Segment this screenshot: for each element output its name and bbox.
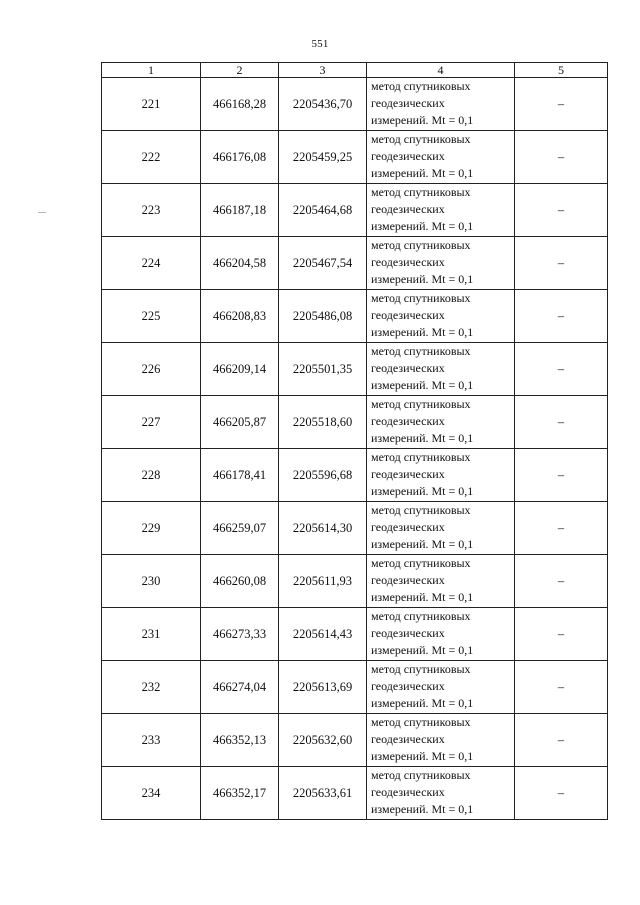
table-row (102, 131, 608, 184)
method-line: геодезических (371, 255, 445, 269)
y-coordinate-cell: 2205467,54 (279, 237, 367, 290)
method-cell (367, 767, 515, 820)
method-line: геодезических (371, 308, 445, 322)
x-coordinate-cell: 466168,28 (201, 78, 279, 131)
method-line: метод спутниковых (371, 132, 471, 146)
method-cell (367, 237, 515, 290)
method-line: геодезических (371, 785, 445, 799)
point-number-cell: 233 (102, 714, 201, 767)
method-line: геодезических (371, 467, 445, 481)
x-coordinate-cell: 466352,17 (201, 767, 279, 820)
method-line: измерений. Mt = 0,1 (371, 484, 474, 498)
method-line: метод спутниковых (371, 662, 471, 676)
y-coordinate-cell: 2205611,93 (279, 555, 367, 608)
extra-cell: – (515, 396, 608, 449)
method-line: геодезических (371, 679, 445, 693)
table-row (102, 343, 608, 396)
point-number-cell: 222 (102, 131, 201, 184)
header-cell-5: 5 (515, 63, 608, 78)
method-line: геодезических (371, 202, 445, 216)
method-line: измерений. Mt = 0,1 (371, 431, 474, 445)
point-number-cell: 232 (102, 661, 201, 714)
method-line: геодезических (371, 361, 445, 375)
y-coordinate-cell: 2205436,70 (279, 78, 367, 131)
method-cell (367, 131, 515, 184)
header-cell-3: 3 (279, 63, 367, 78)
method-line: измерений. Mt = 0,1 (371, 590, 474, 604)
table-row (102, 714, 608, 767)
point-number-cell: 231 (102, 608, 201, 661)
method-line: геодезических (371, 573, 445, 587)
extra-cell: – (515, 343, 608, 396)
x-coordinate-cell: 466204,58 (201, 237, 279, 290)
x-coordinate-cell: 466274,04 (201, 661, 279, 714)
method-cell (367, 608, 515, 661)
method-line: метод спутниковых (371, 715, 471, 729)
extra-cell: – (515, 237, 608, 290)
method-line: метод спутниковых (371, 768, 471, 782)
extra-cell: – (515, 502, 608, 555)
point-number-cell: 227 (102, 396, 201, 449)
method-line: измерений. Mt = 0,1 (371, 325, 474, 339)
margin-mark (38, 212, 46, 213)
method-line: измерений. Mt = 0,1 (371, 696, 474, 710)
y-coordinate-cell: 2205596,68 (279, 449, 367, 502)
extra-cell: – (515, 78, 608, 131)
method-line: метод спутниковых (371, 291, 471, 305)
method-line: измерений. Mt = 0,1 (371, 219, 474, 233)
point-number-cell: 230 (102, 555, 201, 608)
method-cell (367, 78, 515, 131)
table-row (102, 396, 608, 449)
extra-cell: – (515, 555, 608, 608)
y-coordinate-cell: 2205613,69 (279, 661, 367, 714)
x-coordinate-cell: 466352,13 (201, 714, 279, 767)
point-number-cell: 221 (102, 78, 201, 131)
method-line: метод спутниковых (371, 556, 471, 570)
method-cell (367, 290, 515, 343)
method-cell (367, 184, 515, 237)
method-line: метод спутниковых (371, 609, 471, 623)
method-line: измерений. Mt = 0,1 (371, 802, 474, 816)
method-cell (367, 396, 515, 449)
method-line: измерений. Mt = 0,1 (371, 272, 474, 286)
method-cell (367, 502, 515, 555)
method-line: геодезических (371, 732, 445, 746)
table-row (102, 555, 608, 608)
method-line: геодезических (371, 626, 445, 640)
point-number-cell: 223 (102, 184, 201, 237)
x-coordinate-cell: 466176,08 (201, 131, 279, 184)
x-coordinate-cell: 466259,07 (201, 502, 279, 555)
x-coordinate-cell: 466273,33 (201, 608, 279, 661)
y-coordinate-cell: 2205632,60 (279, 714, 367, 767)
y-coordinate-cell: 2205486,08 (279, 290, 367, 343)
method-line: измерений. Mt = 0,1 (371, 113, 474, 127)
extra-cell: – (515, 714, 608, 767)
table-row (102, 184, 608, 237)
y-coordinate-cell: 2205501,35 (279, 343, 367, 396)
method-line: измерений. Mt = 0,1 (371, 378, 474, 392)
point-number-cell: 224 (102, 237, 201, 290)
point-number-cell: 234 (102, 767, 201, 820)
y-coordinate-cell: 2205464,68 (279, 184, 367, 237)
x-coordinate-cell: 466205,87 (201, 396, 279, 449)
y-coordinate-cell: 2205614,30 (279, 502, 367, 555)
x-coordinate-cell: 466209,14 (201, 343, 279, 396)
extra-cell: – (515, 184, 608, 237)
table-row (102, 290, 608, 343)
coordinates-table (101, 62, 608, 820)
table-row (102, 502, 608, 555)
method-line: геодезических (371, 96, 445, 110)
extra-cell: – (515, 290, 608, 343)
y-coordinate-cell: 2205518,60 (279, 396, 367, 449)
extra-cell: – (515, 661, 608, 714)
x-coordinate-cell: 466208,83 (201, 290, 279, 343)
method-line: измерений. Mt = 0,1 (371, 166, 474, 180)
point-number-cell: 229 (102, 502, 201, 555)
extra-cell: – (515, 608, 608, 661)
header-cell-2: 2 (201, 63, 279, 78)
x-coordinate-cell: 466187,18 (201, 184, 279, 237)
extra-cell: – (515, 449, 608, 502)
table-header (102, 63, 608, 78)
x-coordinate-cell: 466178,41 (201, 449, 279, 502)
method-line: геодезических (371, 149, 445, 163)
method-line: метод спутниковых (371, 397, 471, 411)
y-coordinate-cell: 2205633,61 (279, 767, 367, 820)
method-line: метод спутниковых (371, 185, 471, 199)
method-line: измерений. Mt = 0,1 (371, 749, 474, 763)
method-cell (367, 449, 515, 502)
table-body (102, 78, 608, 820)
table-row (102, 237, 608, 290)
point-number-cell: 225 (102, 290, 201, 343)
extra-cell: – (515, 131, 608, 184)
method-line: метод спутниковых (371, 450, 471, 464)
method-line: метод спутниковых (371, 79, 471, 93)
table-row (102, 608, 608, 661)
header-cell-1: 1 (102, 63, 201, 78)
method-cell (367, 714, 515, 767)
method-cell (367, 555, 515, 608)
method-line: геодезических (371, 414, 445, 428)
table-row (102, 661, 608, 714)
header-row (102, 63, 608, 78)
table-row (102, 449, 608, 502)
point-number-cell: 228 (102, 449, 201, 502)
x-coordinate-cell: 466260,08 (201, 555, 279, 608)
method-line: измерений. Mt = 0,1 (371, 537, 474, 551)
method-cell (367, 343, 515, 396)
header-cell-4: 4 (367, 63, 515, 78)
method-cell (367, 661, 515, 714)
table-row (102, 78, 608, 131)
point-number-cell: 226 (102, 343, 201, 396)
method-line: геодезических (371, 520, 445, 534)
method-line: метод спутниковых (371, 503, 471, 517)
method-line: метод спутниковых (371, 344, 471, 358)
table-row (102, 767, 608, 820)
page-number: 551 (311, 38, 329, 50)
method-line: метод спутниковых (371, 238, 471, 252)
method-line: измерений. Mt = 0,1 (371, 643, 474, 657)
y-coordinate-cell: 2205614,43 (279, 608, 367, 661)
extra-cell: – (515, 767, 608, 820)
y-coordinate-cell: 2205459,25 (279, 131, 367, 184)
